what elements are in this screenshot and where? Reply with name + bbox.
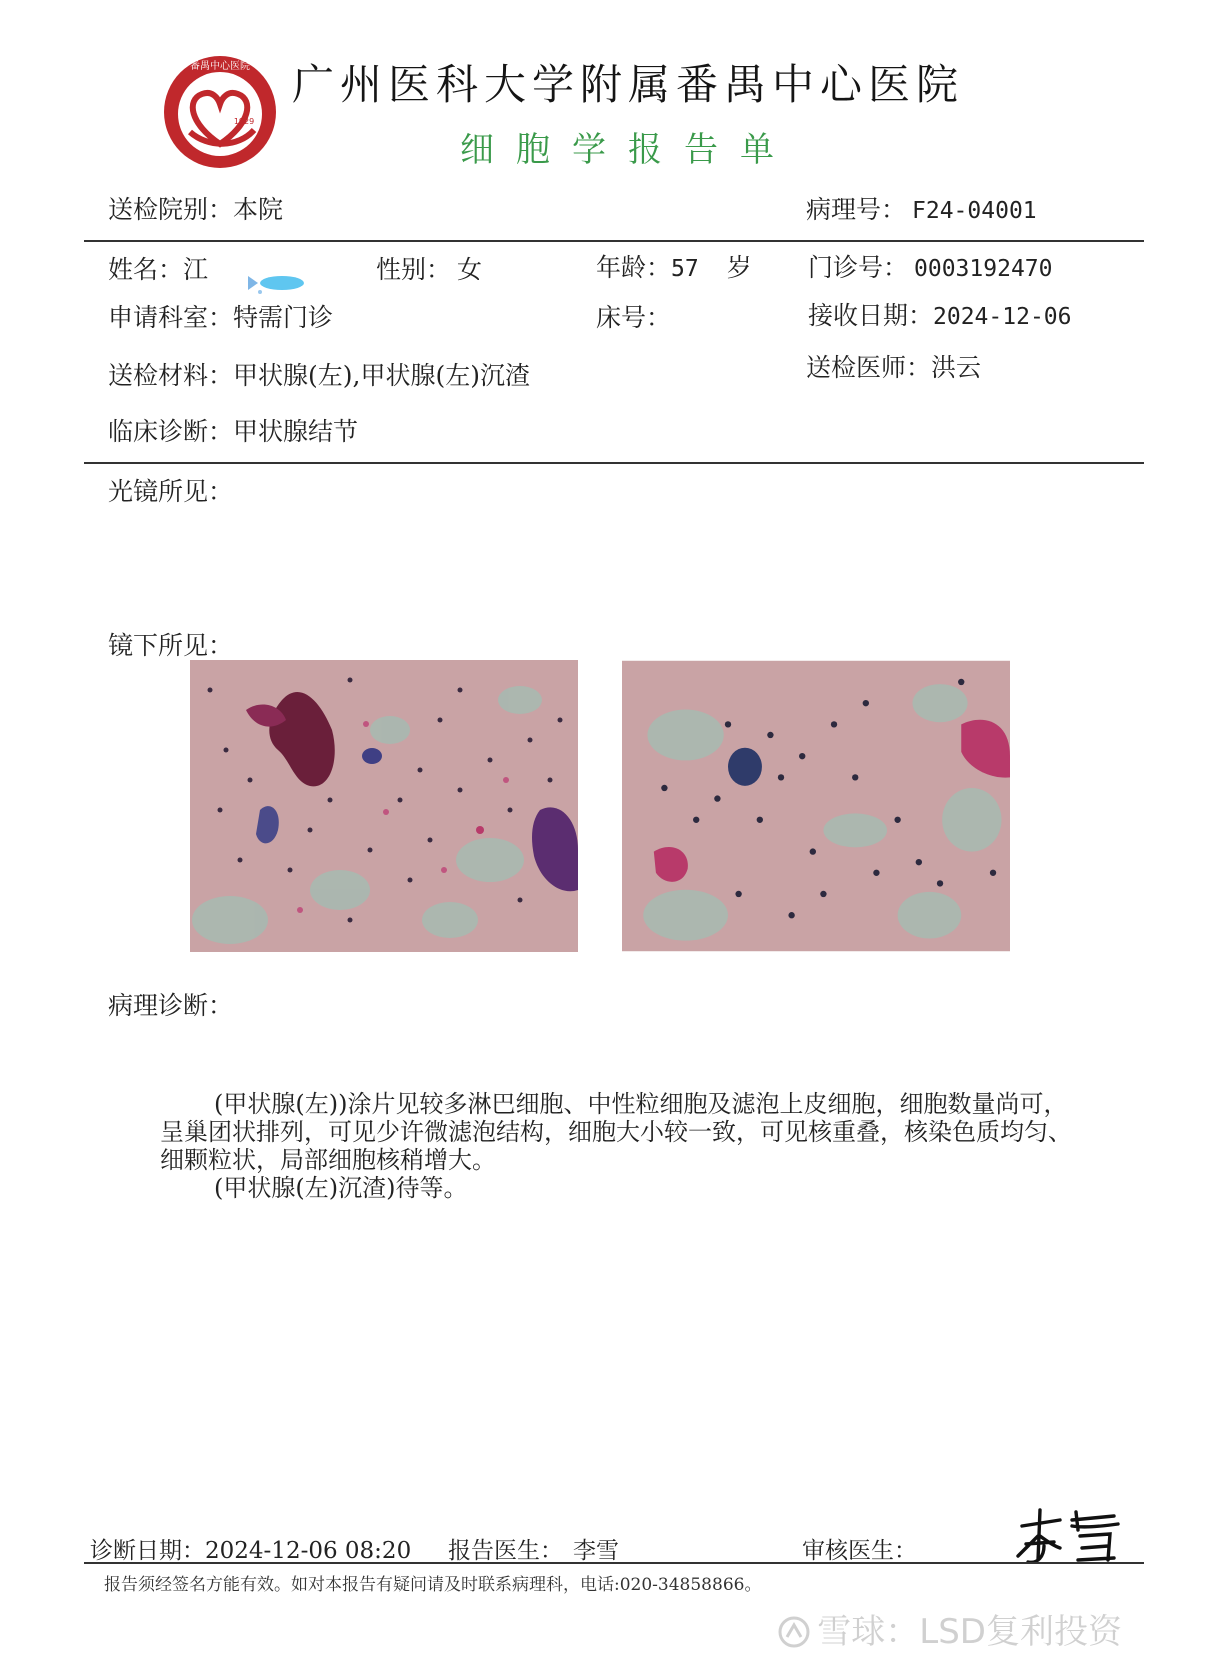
material-label: 送检材料：: [108, 361, 234, 390]
report-doctor-field: [448, 1532, 619, 1565]
microscopic-findings-label: 镜下所见：: [108, 631, 234, 660]
report-doctor-label: 报告医生：: [448, 1538, 563, 1564]
handwritten-signature: [1014, 1506, 1124, 1568]
gender-value: 女: [457, 255, 483, 284]
gender-field: [376, 250, 482, 286]
send-hospital-field: [108, 190, 283, 226]
age-value: 57: [671, 256, 699, 282]
receive-date-field: [808, 296, 1072, 332]
patient-name-value: 江: [183, 255, 209, 284]
receive-date-label: 接收日期：: [808, 301, 934, 330]
info-divider: [84, 462, 1144, 464]
submitting-doctor-field: [806, 348, 981, 384]
age-unit: 岁: [726, 253, 752, 282]
department-field: [108, 298, 333, 334]
gender-label: 性别：: [376, 255, 452, 284]
watermark: [777, 1604, 1122, 1653]
report-title: 细胞学报告单: [460, 130, 796, 170]
clinical-diagnosis-value: 甲状腺结节: [233, 417, 359, 446]
diagnosis-date-value: 2024-12-06 08:20: [205, 1538, 412, 1564]
pathology-diagnosis-text: [160, 1090, 1090, 1202]
department-label: 申请科室：: [108, 303, 234, 332]
pathology-number-field: [806, 190, 1037, 226]
micrograph-image-2: [622, 660, 1010, 952]
outpatient-number-value: 0003192470: [914, 256, 1053, 282]
send-hospital-label: 送检院别：: [108, 195, 234, 224]
receive-date-value: 2024-12-06: [933, 304, 1072, 330]
send-hospital-value: 本院: [233, 195, 284, 224]
gross-findings-label: 光镜所见：: [108, 477, 234, 506]
watermark-text: 雪球：LSD复利投资: [817, 1612, 1122, 1652]
pathology-number-value: F24-04001: [912, 198, 1037, 224]
outpatient-number-label: 门诊号：: [808, 253, 909, 282]
hospital-name: 广州医科大学附属番禺中心医院: [292, 60, 965, 109]
outpatient-number-field: [808, 248, 1053, 284]
age-label: 年龄：: [596, 253, 672, 282]
bed-number-field: [596, 298, 671, 334]
redaction-mark: [248, 272, 308, 294]
diagnosis-date-label: 诊断日期：: [90, 1538, 205, 1564]
submitting-doctor-label: 送检医师：: [806, 353, 932, 382]
clinical-diagnosis-label: 临床诊断：: [108, 417, 234, 446]
patient-name-label: 姓名：: [108, 255, 184, 284]
age-field: [596, 248, 752, 284]
snowball-logo-icon: [777, 1615, 811, 1649]
submitting-doctor-value: 洪云: [931, 353, 982, 382]
patient-name-field: [108, 250, 208, 286]
pathology-diagnosis-label: 病理诊断：: [108, 991, 234, 1020]
clinical-diagnosis-field: [108, 412, 358, 448]
diagnosis-date-field: [90, 1532, 411, 1565]
material-field: [108, 356, 530, 392]
material-value: 甲状腺(左),甲状腺(左)沉渣: [233, 361, 530, 390]
pathology-number-label: 病理号：: [806, 195, 907, 224]
diagnosis-paragraph-2: (甲状腺(左)沉渣)待等。: [214, 1174, 468, 1202]
logo-year: 1929: [233, 117, 255, 126]
review-doctor-label: 审核医生：: [802, 1538, 917, 1564]
header-divider: [84, 240, 1144, 242]
signature-text: 李雪: [1068, 1566, 1070, 1567]
bed-number-label: 床号：: [596, 303, 672, 332]
diagnosis-paragraph-1: (甲状腺(左))涂片见较多淋巴细胞、中性粒细胞及滤泡上皮细胞，细胞数量尚可，呈巢团状排列，可见少许微滤泡结构，细胞大小较一致，可见核重叠，核染色质均匀、细颗粒状，局部细胞核稍增大。: [160, 1090, 1072, 1174]
footer-note: 报告须经签名方能有效。如对本报告有疑问请及时联系病理科，电话:020-34858866。: [104, 1575, 762, 1595]
report-doctor-value: 李雪: [573, 1538, 619, 1564]
department-value: 特需门诊: [233, 303, 334, 332]
footer-divider: [84, 1562, 1144, 1564]
hospital-logo: [160, 52, 280, 172]
logo-text: 番禺中心医院: [190, 61, 250, 72]
micrograph-image-1: [190, 660, 578, 952]
